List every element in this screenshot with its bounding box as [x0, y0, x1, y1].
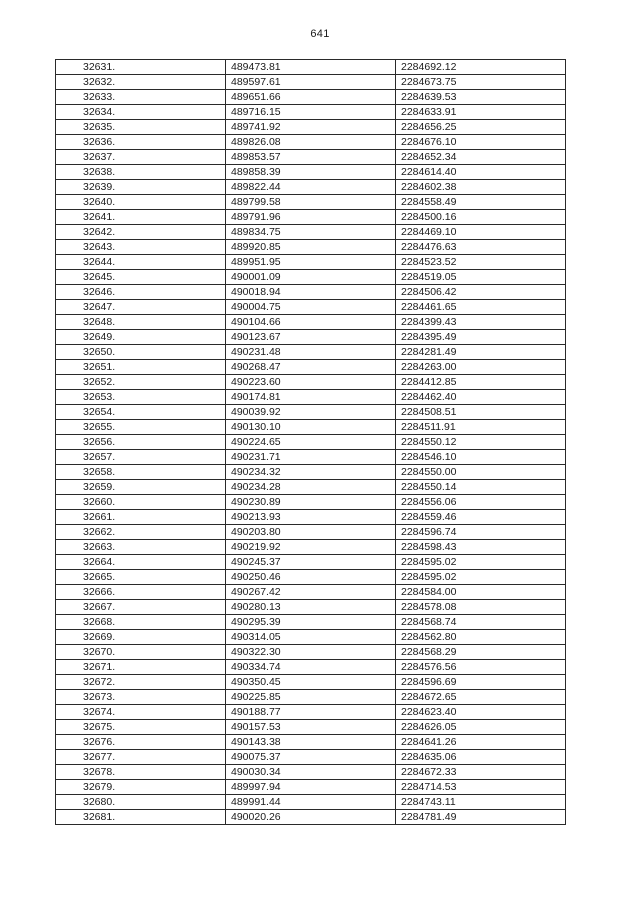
- x-coordinate-cell: 490188.77: [226, 705, 396, 720]
- y-coordinate-cell: 2284263.00: [396, 360, 566, 375]
- y-coordinate-cell: 2284595.02: [396, 555, 566, 570]
- x-coordinate-cell: 490020.26: [226, 810, 396, 825]
- point-number-cell: 32646.: [56, 285, 226, 300]
- table-row: [56, 585, 566, 600]
- table-row: [56, 210, 566, 225]
- x-coordinate-cell: 489741.92: [226, 120, 396, 135]
- point-number-cell: 32656.: [56, 435, 226, 450]
- x-coordinate-cell: 490157.53: [226, 720, 396, 735]
- y-coordinate-cell: 2284576.56: [396, 660, 566, 675]
- x-coordinate-cell: 490250.46: [226, 570, 396, 585]
- y-coordinate-cell: 2284562.80: [396, 630, 566, 645]
- x-coordinate-cell: 490314.05: [226, 630, 396, 645]
- x-coordinate-cell: 489651.66: [226, 90, 396, 105]
- x-coordinate-cell: 490030.34: [226, 765, 396, 780]
- y-coordinate-cell: 2284476.63: [396, 240, 566, 255]
- x-coordinate-cell: 490231.71: [226, 450, 396, 465]
- table-row: [56, 495, 566, 510]
- x-coordinate-cell: 490223.60: [226, 375, 396, 390]
- table-row: [56, 720, 566, 735]
- y-coordinate-cell: 2284568.74: [396, 615, 566, 630]
- y-coordinate-cell: 2284578.08: [396, 600, 566, 615]
- y-coordinate-cell: 2284673.75: [396, 75, 566, 90]
- x-coordinate-cell: 489791.96: [226, 210, 396, 225]
- table-row: [56, 315, 566, 330]
- y-coordinate-cell: 2284550.14: [396, 480, 566, 495]
- y-coordinate-cell: 2284781.49: [396, 810, 566, 825]
- table-row: [56, 300, 566, 315]
- y-coordinate-cell: 2284676.10: [396, 135, 566, 150]
- table-row: [56, 630, 566, 645]
- y-coordinate-cell: 2284672.65: [396, 690, 566, 705]
- table-row: [56, 645, 566, 660]
- x-coordinate-cell: 489858.39: [226, 165, 396, 180]
- y-coordinate-cell: 2284641.26: [396, 735, 566, 750]
- point-number-cell: 32662.: [56, 525, 226, 540]
- y-coordinate-cell: 2284395.49: [396, 330, 566, 345]
- table-row: [56, 810, 566, 825]
- point-number-cell: 32655.: [56, 420, 226, 435]
- x-coordinate-cell: 489951.95: [226, 255, 396, 270]
- x-coordinate-cell: 489597.61: [226, 75, 396, 90]
- point-number-cell: 32632.: [56, 75, 226, 90]
- point-number-cell: 32640.: [56, 195, 226, 210]
- table-row: [56, 555, 566, 570]
- x-coordinate-cell: 490280.13: [226, 600, 396, 615]
- table-row: [56, 240, 566, 255]
- y-coordinate-cell: 2284412.85: [396, 375, 566, 390]
- y-coordinate-cell: 2284559.46: [396, 510, 566, 525]
- point-number-cell: 32634.: [56, 105, 226, 120]
- point-number-cell: 32638.: [56, 165, 226, 180]
- table-row: [56, 690, 566, 705]
- x-coordinate-cell: 490018.94: [226, 285, 396, 300]
- table-row: [56, 600, 566, 615]
- point-number-cell: 32672.: [56, 675, 226, 690]
- table-row: [56, 570, 566, 585]
- x-coordinate-cell: 490224.65: [226, 435, 396, 450]
- point-number-cell: 32664.: [56, 555, 226, 570]
- point-number-cell: 32650.: [56, 345, 226, 360]
- y-coordinate-cell: 2284469.10: [396, 225, 566, 240]
- table-row: [56, 225, 566, 240]
- y-coordinate-cell: 2284556.06: [396, 495, 566, 510]
- point-number-cell: 32645.: [56, 270, 226, 285]
- y-coordinate-cell: 2284656.25: [396, 120, 566, 135]
- y-coordinate-cell: 2284523.52: [396, 255, 566, 270]
- table-row: [56, 750, 566, 765]
- x-coordinate-cell: 489716.15: [226, 105, 396, 120]
- y-coordinate-cell: 2284598.43: [396, 540, 566, 555]
- point-number-cell: 32673.: [56, 690, 226, 705]
- point-number-cell: 32644.: [56, 255, 226, 270]
- point-number-cell: 32648.: [56, 315, 226, 330]
- table-row: [56, 525, 566, 540]
- y-coordinate-cell: 2284596.69: [396, 675, 566, 690]
- table-row: [56, 255, 566, 270]
- table-row: [56, 765, 566, 780]
- point-number-cell: 32657.: [56, 450, 226, 465]
- table-row: [56, 285, 566, 300]
- table-row: [56, 375, 566, 390]
- x-coordinate-cell: 489799.58: [226, 195, 396, 210]
- table-row: [56, 135, 566, 150]
- point-number-cell: 32631.: [56, 60, 226, 75]
- y-coordinate-cell: 2284639.53: [396, 90, 566, 105]
- x-coordinate-cell: 490104.66: [226, 315, 396, 330]
- table-row: [56, 735, 566, 750]
- point-number-cell: 32667.: [56, 600, 226, 615]
- y-coordinate-cell: 2284743.11: [396, 795, 566, 810]
- table-row: [56, 705, 566, 720]
- y-coordinate-cell: 2284500.16: [396, 210, 566, 225]
- page-number: 641: [310, 28, 330, 40]
- point-number-cell: 32668.: [56, 615, 226, 630]
- point-number-cell: 32659.: [56, 480, 226, 495]
- table-row: [56, 60, 566, 75]
- x-coordinate-cell: 490203.80: [226, 525, 396, 540]
- point-number-cell: 32680.: [56, 795, 226, 810]
- x-coordinate-cell: 490225.85: [226, 690, 396, 705]
- y-coordinate-cell: 2284550.00: [396, 465, 566, 480]
- y-coordinate-cell: 2284596.74: [396, 525, 566, 540]
- table-row: [56, 660, 566, 675]
- point-number-cell: 32639.: [56, 180, 226, 195]
- x-coordinate-cell: 490350.45: [226, 675, 396, 690]
- y-coordinate-cell: 2284714.53: [396, 780, 566, 795]
- point-number-cell: 32678.: [56, 765, 226, 780]
- x-coordinate-cell: 490267.42: [226, 585, 396, 600]
- table-row: [56, 120, 566, 135]
- y-coordinate-cell: 2284462.40: [396, 390, 566, 405]
- x-coordinate-cell: 490230.89: [226, 495, 396, 510]
- point-number-cell: 32652.: [56, 375, 226, 390]
- x-coordinate-cell: 490322.30: [226, 645, 396, 660]
- point-number-cell: 32669.: [56, 630, 226, 645]
- x-coordinate-cell: 490004.75: [226, 300, 396, 315]
- point-number-cell: 32663.: [56, 540, 226, 555]
- table-row: [56, 195, 566, 210]
- point-number-cell: 32679.: [56, 780, 226, 795]
- y-coordinate-cell: 2284595.02: [396, 570, 566, 585]
- y-coordinate-cell: 2284652.34: [396, 150, 566, 165]
- point-number-cell: 32649.: [56, 330, 226, 345]
- point-number-cell: 32666.: [56, 585, 226, 600]
- x-coordinate-cell: 490219.92: [226, 540, 396, 555]
- x-coordinate-cell: 490130.10: [226, 420, 396, 435]
- x-coordinate-cell: 490234.32: [226, 465, 396, 480]
- table-row: [56, 540, 566, 555]
- y-coordinate-cell: 2284508.51: [396, 405, 566, 420]
- table-row: [56, 180, 566, 195]
- table-row: [56, 270, 566, 285]
- y-coordinate-cell: 2284614.40: [396, 165, 566, 180]
- point-number-cell: 32641.: [56, 210, 226, 225]
- table-row: [56, 465, 566, 480]
- table-row: [56, 165, 566, 180]
- point-number-cell: 32647.: [56, 300, 226, 315]
- y-coordinate-cell: 2284692.12: [396, 60, 566, 75]
- y-coordinate-cell: 2284672.33: [396, 765, 566, 780]
- point-number-cell: 32643.: [56, 240, 226, 255]
- x-coordinate-cell: 489834.75: [226, 225, 396, 240]
- table-row: [56, 795, 566, 810]
- y-coordinate-cell: 2284511.91: [396, 420, 566, 435]
- point-number-cell: 32677.: [56, 750, 226, 765]
- x-coordinate-cell: 490295.39: [226, 615, 396, 630]
- x-coordinate-cell: 489920.85: [226, 240, 396, 255]
- x-coordinate-cell: 490231.48: [226, 345, 396, 360]
- x-coordinate-cell: 490234.28: [226, 480, 396, 495]
- y-coordinate-cell: 2284635.06: [396, 750, 566, 765]
- table-row: [56, 345, 566, 360]
- point-number-cell: 32674.: [56, 705, 226, 720]
- table-row: [56, 150, 566, 165]
- table-row: [56, 450, 566, 465]
- y-coordinate-cell: 2284623.40: [396, 705, 566, 720]
- point-number-cell: 32671.: [56, 660, 226, 675]
- table-row: [56, 390, 566, 405]
- table-row: [56, 330, 566, 345]
- x-coordinate-cell: 489853.57: [226, 150, 396, 165]
- y-coordinate-cell: 2284546.10: [396, 450, 566, 465]
- point-number-cell: 32633.: [56, 90, 226, 105]
- x-coordinate-cell: 490123.67: [226, 330, 396, 345]
- point-number-cell: 32642.: [56, 225, 226, 240]
- y-coordinate-cell: 2284626.05: [396, 720, 566, 735]
- point-number-cell: 32675.: [56, 720, 226, 735]
- y-coordinate-cell: 2284281.49: [396, 345, 566, 360]
- point-number-cell: 32658.: [56, 465, 226, 480]
- x-coordinate-cell: 490039.92: [226, 405, 396, 420]
- coordinates-table: [55, 59, 566, 825]
- table-row: [56, 360, 566, 375]
- x-coordinate-cell: 489991.44: [226, 795, 396, 810]
- point-number-cell: 32681.: [56, 810, 226, 825]
- x-coordinate-cell: 489826.08: [226, 135, 396, 150]
- table-row: [56, 90, 566, 105]
- point-number-cell: 32654.: [56, 405, 226, 420]
- point-number-cell: 32676.: [56, 735, 226, 750]
- table-row: [56, 435, 566, 450]
- point-number-cell: 32660.: [56, 495, 226, 510]
- y-coordinate-cell: 2284584.00: [396, 585, 566, 600]
- x-coordinate-cell: 490268.47: [226, 360, 396, 375]
- point-number-cell: 32661.: [56, 510, 226, 525]
- x-coordinate-cell: 489473.81: [226, 60, 396, 75]
- table-row: [56, 510, 566, 525]
- table-row: [56, 615, 566, 630]
- point-number-cell: 32670.: [56, 645, 226, 660]
- y-coordinate-cell: 2284506.42: [396, 285, 566, 300]
- x-coordinate-cell: 490245.37: [226, 555, 396, 570]
- y-coordinate-cell: 2284558.49: [396, 195, 566, 210]
- y-coordinate-cell: 2284461.65: [396, 300, 566, 315]
- point-number-cell: 32651.: [56, 360, 226, 375]
- x-coordinate-cell: 489997.94: [226, 780, 396, 795]
- x-coordinate-cell: 489822.44: [226, 180, 396, 195]
- table-row: [56, 405, 566, 420]
- table-row: [56, 675, 566, 690]
- x-coordinate-cell: 490143.38: [226, 735, 396, 750]
- x-coordinate-cell: 490174.81: [226, 390, 396, 405]
- table-row: [56, 105, 566, 120]
- y-coordinate-cell: 2284550.12: [396, 435, 566, 450]
- x-coordinate-cell: 490334.74: [226, 660, 396, 675]
- x-coordinate-cell: 490075.37: [226, 750, 396, 765]
- x-coordinate-cell: 490001.09: [226, 270, 396, 285]
- table-row: [56, 420, 566, 435]
- point-number-cell: 32636.: [56, 135, 226, 150]
- x-coordinate-cell: 490213.93: [226, 510, 396, 525]
- y-coordinate-cell: 2284633.91: [396, 105, 566, 120]
- y-coordinate-cell: 2284519.05: [396, 270, 566, 285]
- coordinates-table-body: [56, 60, 566, 825]
- point-number-cell: 32665.: [56, 570, 226, 585]
- y-coordinate-cell: 2284568.29: [396, 645, 566, 660]
- point-number-cell: 32635.: [56, 120, 226, 135]
- table-row: [56, 780, 566, 795]
- point-number-cell: 32653.: [56, 390, 226, 405]
- y-coordinate-cell: 2284602.38: [396, 180, 566, 195]
- table-row: [56, 480, 566, 495]
- table-row: [56, 75, 566, 90]
- point-number-cell: 32637.: [56, 150, 226, 165]
- y-coordinate-cell: 2284399.43: [396, 315, 566, 330]
